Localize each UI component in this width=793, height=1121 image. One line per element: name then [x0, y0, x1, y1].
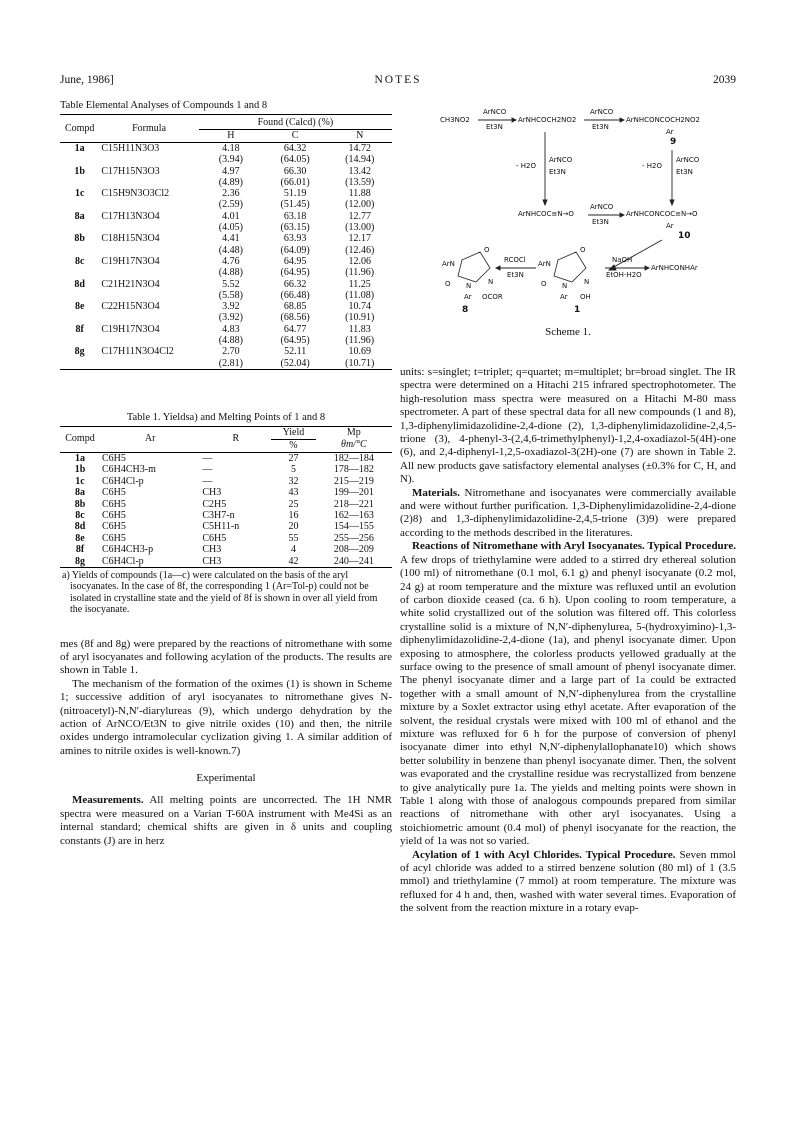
table-row: [60, 544, 392, 555]
reactions-heading: Reactions of Nitromethane with Aryl Isocyanates. Typical Procedure.: [412, 540, 736, 553]
col-header-formula: Formula: [132, 122, 167, 134]
scheme-arrows: [400, 100, 736, 350]
scheme-8-ocor: OCOR: [482, 293, 503, 301]
found-h: 4.01: [222, 210, 240, 222]
materials-text: Nitromethane and isocyanates were commercially available and were without further purification. 1,3-Diphenylimidazolidine-2,4-dione (2)8) and 1,3-diphenylimidazolidine-2,4,5-trione (3)9) were prepared according to the methods described in the literatures.: [400, 486, 736, 539]
calcd-c: (66.48): [280, 289, 310, 301]
scheme-8-o2: O: [445, 280, 451, 288]
compd-id: 8a: [74, 210, 85, 222]
r-value: C6H5: [202, 532, 227, 544]
table-row: [60, 464, 392, 475]
scheme-et3n-5: Et3N: [592, 218, 609, 226]
calcd-h: (4.89): [218, 176, 243, 188]
compd-id: 1b: [74, 464, 86, 476]
yield-value: 16: [288, 509, 299, 521]
calcd-n: (11.96): [345, 335, 375, 347]
table-row: [60, 556, 392, 567]
formula: C17H15N3O3: [101, 165, 160, 177]
table-row-calcd: [60, 222, 392, 233]
scheme-ar-9: Ar: [666, 128, 674, 136]
mp-value: 162—163: [333, 509, 374, 521]
scheme-etoh-h2o: EtOH-H2O: [606, 271, 642, 279]
found-n: 12.06: [348, 255, 371, 267]
compd-id: 8f: [75, 544, 85, 556]
table-row: [60, 143, 392, 155]
found-c: 63.93: [283, 233, 307, 245]
ar-value: C6H4CH3-m: [102, 464, 156, 476]
table-row: [60, 233, 392, 244]
left-paragraph-2: The mechanism of the formation of the oximes (1) is shown in Scheme 1; successive addition of aryl isocyanates to nitromethane gives N-(nitroacetyl)-N,N′-diarylureas (9), which undergo dehydration by the action of ArNCO/Et3N to give nitrile oxides (10) and then, the nitrile oxides undergo intramolecular cyclization giving 1. A similar addition of amines to nitrile oxides is well-known.7): [60, 677, 392, 757]
table-row-calcd: [60, 154, 392, 165]
scheme-nitroacetyl: ArNHCOCH2NO2: [518, 116, 577, 124]
formula: C15H11N3O3: [101, 143, 160, 154]
scheme-label-10: 10: [678, 231, 691, 241]
header-page-number: 2039: [713, 74, 736, 86]
found-c: 52.11: [284, 346, 307, 358]
experimental-heading: Experimental: [196, 772, 256, 785]
mp-value: 215—219: [333, 475, 374, 487]
scheme-label-8: 8: [462, 305, 469, 315]
table-row: [60, 301, 392, 312]
scheme-arnco-4: ArNCO: [676, 156, 700, 164]
scheme-minus-h2o-1: - H2O: [516, 162, 536, 170]
calcd-h: (2.81): [218, 357, 243, 369]
formula: C18H15N3O4: [101, 233, 160, 245]
scheme-ar-10: Ar: [666, 222, 674, 230]
compd-id: 8g: [74, 346, 85, 358]
found-h: 3.92: [222, 301, 240, 313]
scheme-1-figure: [400, 100, 736, 350]
r-value: CH3: [202, 487, 222, 499]
calcd-c: (68.56): [280, 312, 310, 324]
ar-value: C6H5: [102, 487, 126, 499]
calcd-c: (51.45): [280, 199, 310, 211]
table-row: [60, 166, 392, 177]
formula: C17H13N3O4: [101, 210, 160, 222]
r-value: C3H7-n: [202, 509, 235, 521]
found-n: 11.83: [348, 323, 371, 335]
table-row: [60, 533, 392, 544]
table-row: [60, 188, 392, 199]
scheme-8-ar: Ar: [464, 293, 472, 301]
scheme-1-n: N: [562, 282, 568, 290]
compd-id: 1a: [74, 143, 85, 154]
formula: C19H17N3O4: [101, 255, 160, 267]
table-row: [60, 452, 392, 464]
calcd-n: (10.91): [345, 312, 375, 324]
compd-id: 8e: [75, 532, 85, 544]
calcd-h: (4.48): [218, 244, 243, 256]
r-value: CH3: [202, 544, 222, 556]
scheme-rcocl: RCOCl: [504, 256, 526, 264]
calcd-c: (66.01): [280, 176, 310, 188]
scheme-1-o2: O: [541, 280, 547, 288]
found-c: 66.32: [283, 278, 307, 290]
found-c: 64.32: [283, 143, 307, 154]
table-row: [60, 279, 392, 290]
left-paragraph-1: mes (8f and 8g) were prepared by the reactions of nitromethane with some of aryl isocyanates and following acylation of the products. The results are shown in Table 1.: [60, 637, 392, 677]
scheme-label-9: 9: [670, 137, 677, 147]
compd-id: 8g: [75, 555, 85, 567]
scheme-8-n2: N: [488, 278, 494, 286]
calcd-n: (12.46): [345, 244, 375, 256]
table-row: [60, 499, 392, 510]
calcd-n: (13.59): [345, 176, 375, 188]
table-row-calcd: [60, 335, 392, 346]
found-h: 4.76: [222, 255, 240, 267]
found-c: 64.77: [283, 323, 307, 335]
scheme-urea-final: ArNHCONHAr: [651, 264, 698, 272]
scheme-naoh: NaOH: [612, 256, 633, 264]
scheme-1-ar: Ar: [560, 293, 568, 301]
r-value: CH3: [202, 555, 222, 567]
found-h: 4.97: [222, 165, 240, 177]
found-c: 64.95: [283, 255, 307, 267]
compd-id: 8b: [74, 498, 86, 510]
ar-value: C6H5: [102, 452, 126, 464]
calcd-c: (64.05): [280, 154, 310, 166]
scheme-8-arn: ArN: [442, 260, 455, 268]
mp-value: 199—201: [333, 487, 374, 499]
mp-value: 218—221: [333, 498, 374, 510]
table-row: [60, 487, 392, 498]
calcd-h: (2.59): [218, 199, 243, 211]
compd-id: 1a: [75, 452, 85, 464]
scheme-label-1: 1: [574, 305, 581, 315]
found-h: 4.41: [222, 233, 240, 245]
table-row: [60, 521, 392, 532]
found-n: 14.72: [348, 143, 371, 154]
scheme-1-arn: ArN: [538, 260, 551, 268]
yt-header-mp: Mp: [346, 426, 361, 438]
measurements-paragraph: [60, 794, 392, 848]
table-row-calcd: [60, 358, 392, 369]
calcd-h: (4.88): [218, 267, 243, 279]
calcd-h: (3.92): [218, 312, 243, 324]
table-row-calcd: [60, 199, 392, 210]
calcd-c: (52.04): [280, 357, 310, 369]
scheme-8-n: N: [466, 282, 472, 290]
found-c: 68.85: [283, 301, 307, 313]
reactions-paragraph: [400, 540, 736, 848]
yield-value: 5: [290, 464, 296, 476]
yt-header-mp-unit: θm/°C: [341, 439, 367, 451]
found-c: 66.30: [283, 165, 307, 177]
table-row: [60, 346, 392, 357]
yield-value: 4: [290, 544, 296, 556]
calcd-n: (12.00): [345, 199, 375, 211]
yt-header-yield-unit: %: [289, 439, 298, 451]
found-h: 5.52: [222, 278, 240, 290]
mp-value: 154—155: [333, 521, 374, 533]
reactions-text: A few drops of triethylamine were added to a stirred dry ethereal solution (100 ml) of nitromethane (0.1 mol, 6.1 g) and phenyl isocyanate (0.2 mol, 24 g) at room temperature and the mixture was refluxed until an evolution of carbon dioxide ceased (ca. 6 h). Upon cooling to room temperature, a white solid crystallized out of the solution was filtered off. This colorless crystalline solid is a mixture of N,N′-diphenylurea, 5-(hydroxyimino)-1,3-diphenylimidazolidine-2,4-dione (1a), and phenyl isocyanate dimer. Upon exposing to atmosphere, the colorless products yellowed gradually at the surface owing to the presence of small amount of phenyl isocyanate dimer. The phenyl isocyanate dimer and a large part of 1a could be extracted together with a small amount of N,N′-diphenylurea from the crystalline mixture by a Soxlet extractor using ethyl acetate. After evaporation of the solvent, the residual crystals were mixed with 100 ml of ethanol and the mixture was refluxed for 6 h for the purpose of conversion of phenyl isocyanate dimer into ethyl N,N′-diphenylallophanate10) which shows better solubility in benzene than phenyl isocyanate dimer. Then, the solvent was evaporated and the crystalline residue was recrystallized from benzene to give analytically pure 1a. The yields and melting points were shown in Table 1 along with those of analogous compounds prepared from similar reactions of nitromethane with other aryl isocyanates. Using a stoichiometric amount (0.4 mol) of phenyl isocyanate for the reaction, the yield of 1a was not so varied.: [400, 553, 736, 848]
table-row-calcd: [60, 267, 392, 278]
scheme-1-oh: OH: [580, 293, 591, 301]
found-c: 63.18: [283, 210, 307, 222]
ar-value: C6H5: [102, 521, 126, 533]
calcd-n: (14.94): [345, 154, 375, 166]
formula: C15H9N3O3Cl2: [101, 188, 170, 200]
table-row: [60, 510, 392, 521]
found-c: 51.19: [283, 188, 307, 200]
mp-value: 255—256: [333, 532, 374, 544]
mp-value: 208—209: [333, 544, 374, 556]
materials-heading: Materials.: [412, 486, 460, 499]
table-row: [60, 256, 392, 267]
scheme-et3n-1: Et3N: [486, 123, 503, 131]
ar-value: C6H5: [102, 498, 126, 510]
calcd-c: (63.15): [280, 222, 310, 234]
found-n: 11.25: [348, 278, 371, 290]
found-h: 2.70: [222, 346, 240, 358]
scheme-urea9: ArNHCONCOCH2NO2: [626, 116, 701, 124]
col-header-c: C: [291, 130, 299, 141]
yt-header-compd: Compd: [65, 433, 95, 445]
calcd-n: (13.00): [345, 222, 375, 234]
found-h: 4.83: [222, 323, 240, 335]
yield-table-caption-text: Table 1. Yieldsa) and Melting Points of 1 and 8: [126, 411, 326, 423]
calcd-n: (11.96): [345, 267, 375, 279]
mp-value: 178—182: [333, 464, 374, 476]
found-n: 11.88: [348, 188, 371, 200]
yt-header-r: R: [232, 433, 240, 445]
scheme-arnco-2: ArNCO: [590, 108, 614, 116]
col-header-compd: Compd: [64, 122, 95, 134]
found-n: 10.69: [348, 346, 371, 358]
yield-table-footnote: a) Yields of compounds (1a—c) were calculated on the basis of the aryl isocyanates. In the case of 8f, the corresponding 1 (Ar=Tol-p) could not be isolated in crystalline state and the yield of 8f is shown in over all yield from the isocyanate.: [62, 570, 378, 616]
compd-id: 8f: [75, 323, 84, 335]
materials-paragraph: [400, 487, 736, 541]
ar-value: C6H4Cl-p: [102, 555, 144, 567]
compd-id: 1c: [74, 188, 85, 200]
found-n: 10.74: [348, 301, 371, 313]
calcd-h: (4.88): [218, 335, 243, 347]
r-value: C5H11-n: [202, 521, 240, 533]
yield-table-caption: [60, 412, 392, 423]
yt-header-ar: Ar: [144, 433, 156, 445]
scheme-et3n-2: Et3N: [592, 123, 609, 131]
acylation-paragraph: [400, 849, 736, 916]
scheme-1-o: O: [580, 246, 586, 254]
table-row: [60, 211, 392, 222]
compd-id: 1b: [74, 165, 85, 177]
compd-id: 8b: [74, 233, 85, 245]
acylation-heading: Acylation of 1 with Acyl Chlorides. Typical Procedure.: [412, 848, 676, 861]
compd-id: 8a: [75, 487, 85, 499]
yield-value: 42: [288, 555, 299, 567]
scheme-caption: Scheme 1.: [545, 326, 591, 338]
calcd-n: (10.71): [345, 357, 375, 369]
ar-value: C6H5: [102, 509, 126, 521]
scheme-1-n2: N: [584, 278, 590, 286]
ar-value: C6H4CH3-p: [102, 544, 154, 556]
formula: C21H21N3O4: [101, 278, 160, 290]
yield-value: 27: [288, 452, 299, 464]
table-row-calcd: [60, 245, 392, 256]
elemental-analysis-table: [60, 114, 392, 369]
scheme-8-o: O: [484, 246, 490, 254]
formula: C19H17N3O4: [101, 323, 160, 335]
r-value: —: [202, 475, 213, 487]
table-row-calcd: [60, 312, 392, 323]
ar-value: C6H5: [102, 532, 126, 544]
calcd-c: (64.09): [280, 244, 310, 256]
scheme-arnco-1: ArNCO: [483, 108, 507, 116]
found-n: 12.17: [348, 233, 371, 245]
right-paragraph-1: units: s=singlet; t=triplet; q=quartet; m=multiplet; br=broad singlet. The IR spectra were determined on a Hitachi 215 infrared spectrophotometer. The high-resolution mass spectra were measured on a Hitachi M-80 mass spectrometer. A part of these spectral data for all new compounds (1 and 8), 1,3-diphenylimidazolidine-2,4-dione (2), 1,3-diphenylimidazolidine-2,4,5-trione (3), 4-phenyl-3-(2,4,6-trimethylphenyl)-1,2,4-oxadiazol-5(4H)-one (6), and 2,4-diphenyl-1,2,5-oxadiazol-3(2H)-one (7) are shown in Table 2. All new products gave satisfactory elemental analyses (±0.3% for C, H, and N).: [400, 366, 736, 486]
formula: C22H15N3O4: [101, 301, 160, 313]
scheme-arnco-5: ArNCO: [590, 203, 614, 211]
left-column: [60, 100, 392, 848]
measurements-text: All melting points are uncorrected. The 1H NMR spectra were measured on a Varian T-60A instrument with Me4Si as an internal standard; chemical shifts are given in δ units and coupling constants (J) are in herz: [60, 794, 392, 847]
acylation-text: Seven mmol of acyl chloride was added to a stirred benzene solution (80 ml) of 1 (3.5 mmol) and triethylamine (7 mmol) at room temperature. The mixture was refluxed for 4 h and, then, washed with water several times. Evaporation of the solvent from the reaction mixture in a rotary evap-: [400, 848, 736, 915]
calcd-h: (3.94): [218, 154, 243, 166]
ar-value: C6H4Cl-p: [102, 475, 144, 487]
table-row-calcd: [60, 290, 392, 301]
formula: C17H11N3O4Cl2: [101, 346, 174, 358]
yield-value: 43: [288, 487, 299, 499]
mp-value: 240—241: [333, 555, 374, 567]
table-row: [60, 476, 392, 487]
compd-id: 8e: [74, 301, 85, 313]
calcd-h: (5.58): [218, 289, 243, 301]
elemental-table-caption: Table Elemental Analyses of Compounds 1 and 8: [60, 100, 268, 111]
scheme-arnco-3: ArNCO: [549, 156, 573, 164]
yield-value: 55: [288, 532, 299, 544]
table-row-calcd: [60, 177, 392, 188]
found-n: 12.77: [348, 210, 371, 222]
measurements-heading: Measurements.: [72, 794, 144, 807]
scheme-et3n-3: Et3N: [549, 168, 566, 176]
compd-id: 8d: [74, 521, 86, 533]
col-header-found: Found (Calcd) (%): [199, 115, 392, 130]
yield-table: [60, 426, 392, 567]
right-column: [400, 100, 736, 916]
r-value: C2H5: [202, 498, 227, 510]
yield-value: 25: [288, 498, 299, 510]
found-n: 13.42: [348, 165, 371, 177]
scheme-minus-h2o-2: - H2O: [642, 162, 662, 170]
scheme-nitrile-oxide: ArNHCOC≡N→O: [518, 210, 574, 218]
calcd-h: (4.05): [218, 222, 243, 234]
r-value: —: [202, 452, 213, 464]
found-h: 4.18: [222, 143, 240, 154]
compd-id: 8d: [74, 278, 85, 290]
compd-id: 8c: [75, 509, 85, 521]
header-section: NOTES: [374, 74, 422, 86]
table-row: [60, 324, 392, 335]
yield-value: 32: [288, 475, 299, 487]
col-header-n: N: [356, 130, 364, 141]
r-value: —: [202, 464, 213, 476]
yt-header-yield: Yield: [271, 426, 316, 439]
found-h: 2.36: [222, 188, 240, 200]
calcd-n: (11.08): [345, 289, 375, 301]
calcd-c: (64.95): [280, 335, 310, 347]
yield-value: 20: [288, 521, 299, 533]
running-header: [60, 74, 736, 90]
compd-id: 1c: [75, 475, 85, 487]
header-date: June, 1986]: [60, 74, 114, 86]
calcd-c: (64.95): [280, 267, 310, 279]
scheme-et3n-6: Et3N: [507, 271, 524, 279]
compd-id: 8c: [74, 255, 85, 267]
scheme-nitrile-oxide-10: ArNHCONCOC≡N→O: [626, 210, 698, 218]
mp-value: 182—184: [333, 452, 374, 464]
scheme-et3n-4: Et3N: [676, 168, 693, 176]
col-header-h: H: [227, 130, 235, 141]
scheme-ch3no2: CH3NO2: [440, 116, 470, 124]
